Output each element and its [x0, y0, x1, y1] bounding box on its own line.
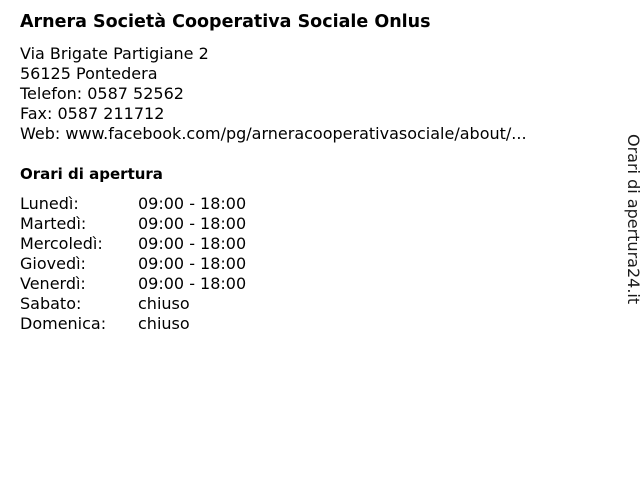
day-hours: 09:00 - 18:00 [138, 234, 247, 253]
site-watermark-label: Orari di apertura24.it [624, 134, 643, 305]
day-label: Mercoledì: [20, 234, 103, 253]
day-hours: 09:00 - 18:00 [138, 274, 247, 293]
business-name: Arnera Società Cooperativa Sociale Onlus [20, 12, 431, 32]
website: Web: www.facebook.com/pg/arneracooperativasociale/about/... [20, 124, 527, 143]
address-block [20, 44, 527, 144]
day-label: Martedì: [20, 214, 87, 233]
day-hours: chiuso [138, 314, 190, 333]
phone: Telefon: 0587 52562 [20, 84, 184, 103]
fax: Fax: 0587 211712 [20, 104, 165, 123]
day-hours: 09:00 - 18:00 [138, 194, 247, 213]
day-label: Venerdì: [20, 274, 86, 293]
day-label: Giovedì: [20, 254, 86, 273]
day-label: Sabato: [20, 294, 82, 313]
day-hours: 09:00 - 18:00 [138, 254, 247, 273]
city: 56125 Pontedera [20, 64, 158, 83]
day-label: Domenica: [20, 314, 107, 333]
day-hours: 09:00 - 18:00 [138, 214, 247, 233]
day-label: Lunedì: [20, 194, 79, 213]
day-hours: chiuso [138, 294, 190, 313]
street-address: Via Brigate Partigiane 2 [20, 44, 209, 63]
opening-hours-heading: Orari di apertura [20, 165, 163, 183]
